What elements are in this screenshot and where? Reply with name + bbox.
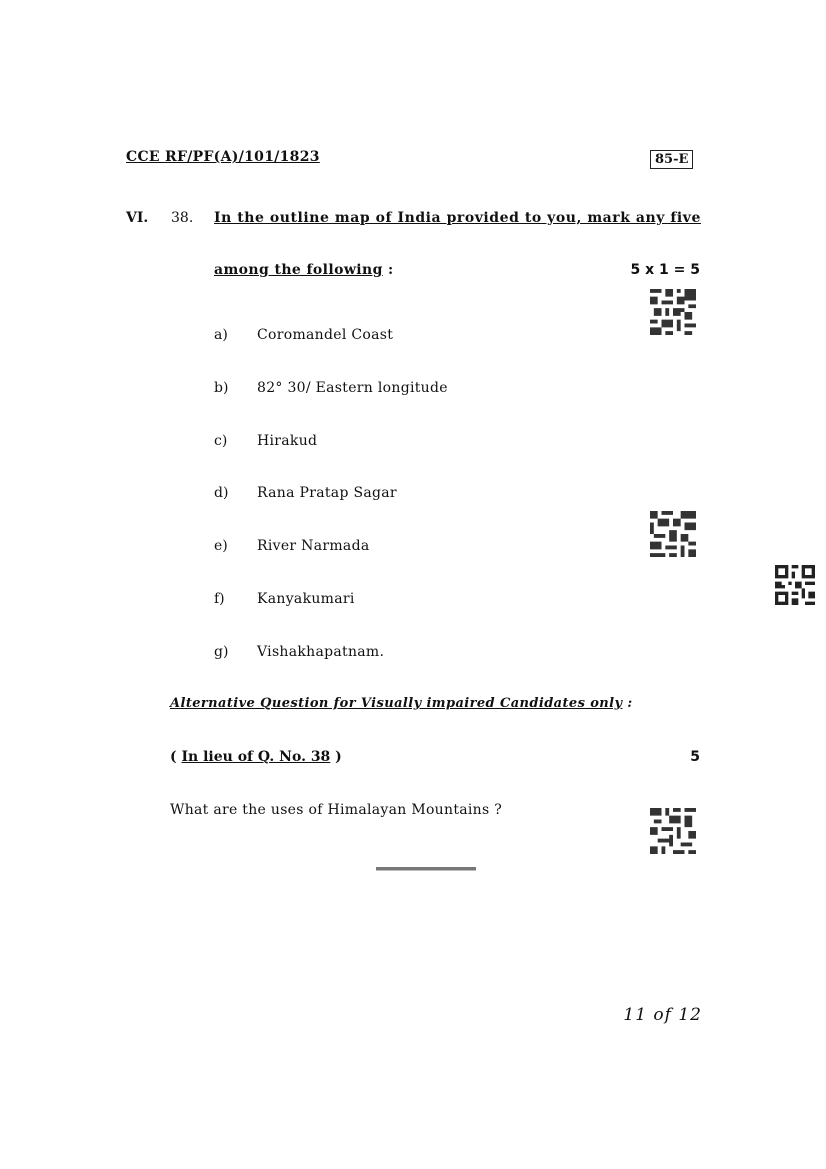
question-text-line2-main: among the following xyxy=(214,262,383,278)
option-label: c) xyxy=(214,433,228,449)
question-number: 38. xyxy=(171,210,194,226)
qr-code-icon xyxy=(650,289,696,335)
in-lieu-open: ( xyxy=(170,749,182,765)
option-text: Vishakhapatnam. xyxy=(257,644,385,660)
section-number: VI. xyxy=(126,210,149,226)
option-text: Kanyakumari xyxy=(257,591,355,607)
qr-code-icon xyxy=(650,808,696,854)
option-text: 82° 30/ Eastern longitude xyxy=(257,380,448,396)
document-code: CCE RF/PF(A)/101/1823 xyxy=(126,149,320,165)
in-lieu-note xyxy=(170,749,342,765)
question-text-line2 xyxy=(214,262,394,278)
option-label: a) xyxy=(214,327,228,343)
alternative-heading xyxy=(170,696,633,711)
option-label: b) xyxy=(214,380,229,396)
in-lieu-text: In lieu of Q. No. 38 xyxy=(181,749,331,765)
option-label: d) xyxy=(214,485,229,501)
option-text: Rana Pratap Sagar xyxy=(257,485,397,501)
qr-code-icon xyxy=(775,565,815,605)
end-divider xyxy=(376,867,476,871)
question-text-line1: In the outline map of India provided to you, mark any five xyxy=(214,210,701,226)
page-number: 11 of 12 xyxy=(623,1005,702,1025)
option-text: River Narmada xyxy=(257,538,370,554)
option-label: g) xyxy=(214,644,229,660)
option-label: f) xyxy=(214,591,225,607)
in-lieu-close: ) xyxy=(330,749,342,765)
alternative-heading-main: Alternative Question for Visually impaired Candidates only xyxy=(170,696,623,711)
qr-code-icon xyxy=(650,511,696,557)
question-text-line2-suffix: : xyxy=(382,262,394,278)
option-label: e) xyxy=(214,538,228,554)
alternative-question-text: What are the uses of Himalayan Mountains ? xyxy=(170,802,503,818)
option-text: Coromandel Coast xyxy=(257,327,394,343)
question-marks: 5 x 1 = 5 xyxy=(630,262,700,278)
option-text: Hirakud xyxy=(257,433,318,449)
alternative-marks: 5 xyxy=(690,749,700,765)
paper-code-badge: 85-E xyxy=(650,150,693,169)
alternative-heading-suffix: : xyxy=(622,696,633,711)
